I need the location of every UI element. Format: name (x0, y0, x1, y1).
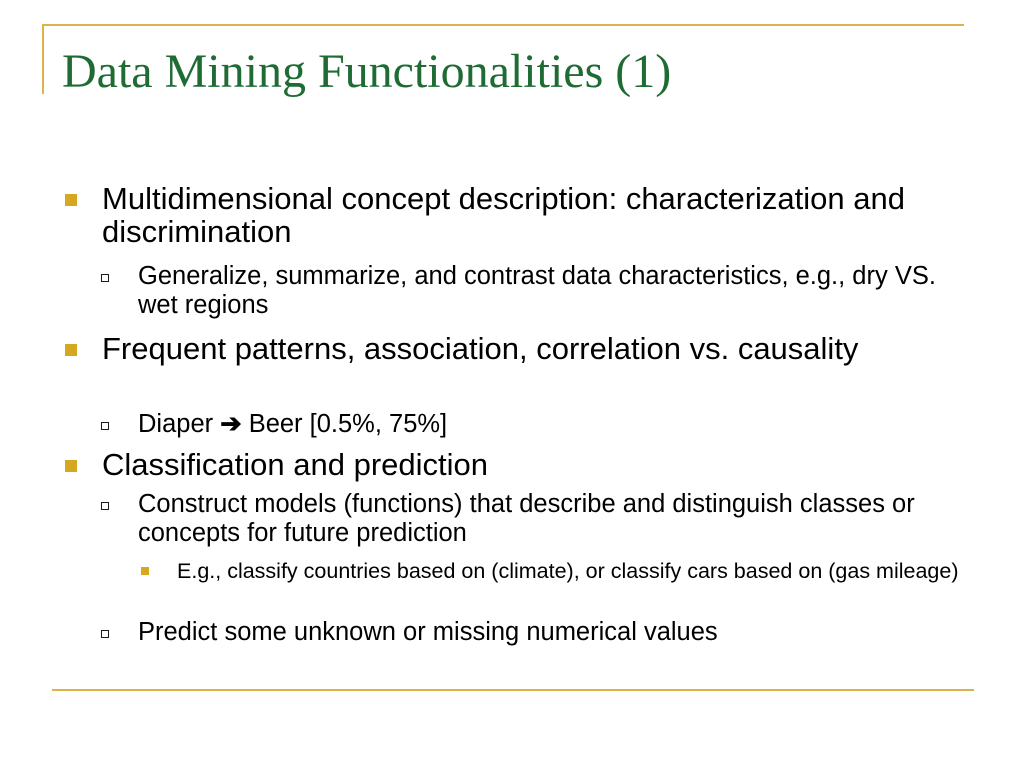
subbullet-generalize: Generalize, summarize, and contrast data characteristics, e.g., dry VS. wet regions (138, 262, 958, 320)
diaper-text: Diaper (138, 410, 214, 438)
right-arrow-icon: ➔ (220, 410, 242, 438)
left-accent-line (42, 24, 44, 94)
beer-text: Beer [0.5%, 75%] (248, 410, 448, 438)
bullet-classification: Classification and prediction (102, 448, 942, 481)
subbullet-diaper-beer (138, 410, 958, 439)
slide-title: Data Mining Functionalities (1) (62, 45, 672, 98)
subbullet-construct-models: Construct models (functions) that describe and distinguish classes or concepts for future prediction (138, 490, 958, 548)
bullet-frequent-patterns: Frequent patterns, association, correlation vs. causality (102, 332, 942, 365)
top-accent-line (42, 24, 964, 26)
subsubbullet-classify-example: E.g., classify countries based on (climate), or classify cars based on (gas mileage) (177, 559, 967, 583)
bottom-accent-line (52, 689, 974, 691)
subbullet-predict-values: Predict some unknown or missing numerical values (138, 618, 958, 647)
bullet-concept-description: Multidimensional concept description: characterization and discrimination (102, 182, 942, 248)
